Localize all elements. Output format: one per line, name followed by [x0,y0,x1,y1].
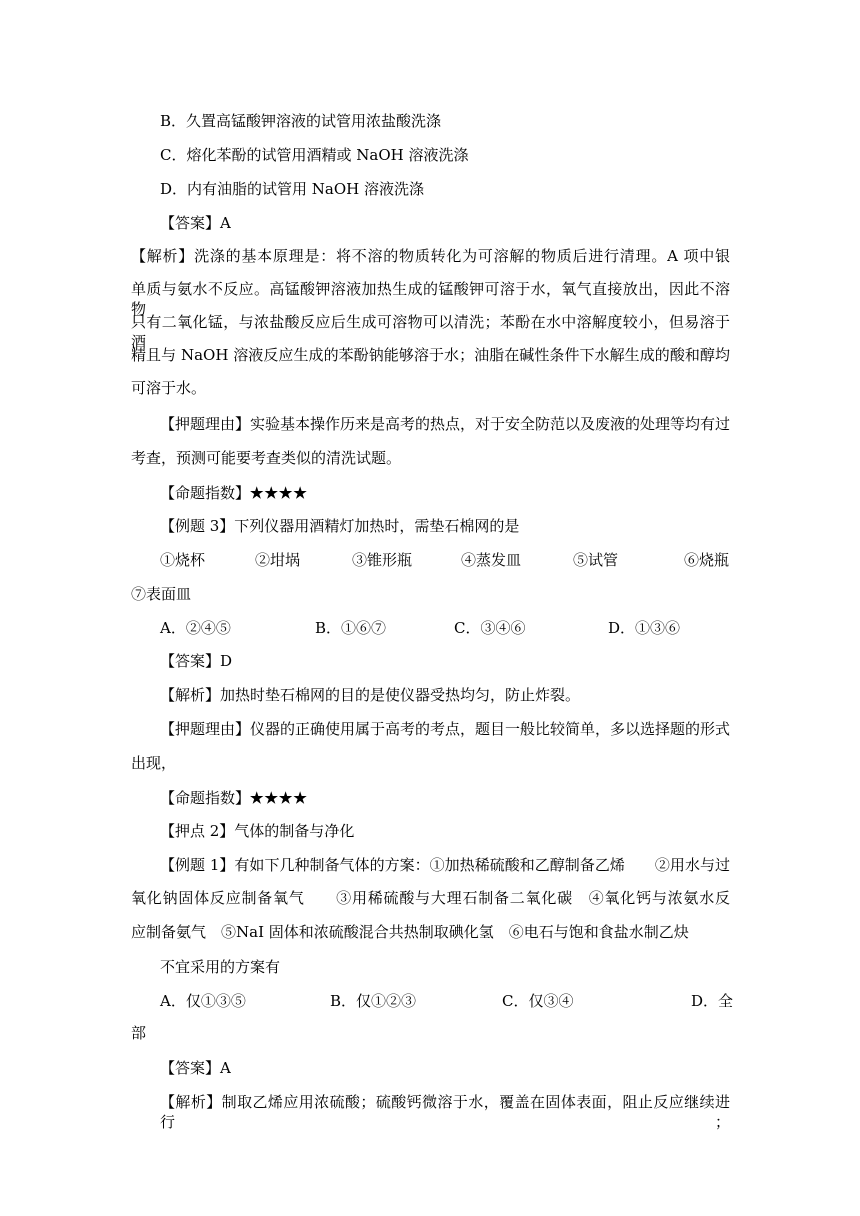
reason-2-line-1: 【押题理由】仪器的正确使用属于高考的考点，题目一般比较简单，多以选择题的形式 [160,720,731,738]
explanation-3: 【解析】制取乙烯应用浓硫酸；硫酸钙微溶于水，覆盖在固体表面，阻止反应继续进行； [160,1093,730,1131]
choice-b: B．①⑥⑦ [315,619,387,637]
reason-2-line-2: 出现， [131,754,177,772]
section-heading-point-2: 【押点 2】气体的制备与净化 [160,822,355,840]
example-1-line-1: 【例题 1】有如下几种制备气体的方案：①加热稀硫酸和乙醇制备乙烯 ②用水与过 [160,856,730,874]
explanation-1-line-3: 只有二氧化锰，与浓盐酸反应后生成可溶物可以清洗；苯酚在水中溶解度较小，但易溶于酒 [131,313,730,351]
instrument-item: ⑥烧瓶 [684,551,730,569]
example-1-line-3: 应制备氨气 ⑤NaI 固体和浓硫酸混合共热制取碘化氢 ⑥电石与饱和食盐水制乙炔 [131,923,689,941]
instrument-item: ⑦表面皿 [131,585,192,603]
choice-b: B．仅①②③ [330,992,417,1010]
explanation-1-line-4: 精且与 NaOH 溶液反应生成的苯酚钠能够溶于水；油脂在碱性条件下水解生成的酸和醇均 [131,346,730,364]
example-1-line-2: 氧化钠固体反应制备氧气 ③用稀硫酸与大理石制备二氧化碳 ④氧化钙与浓氨水反 [131,889,730,907]
option-b: B．久置高锰酸钾溶液的试管用浓盐酸洗涤 [160,112,442,130]
rating-label: 【命题指数】 [160,484,251,502]
example-1-line-4: 不宜采用的方案有 [160,958,281,976]
instrument-item: ①烧杯 [160,551,206,569]
instrument-item: ④蒸发皿 [461,551,522,569]
explanation-1-line-1: 【解析】洗涤的基本原理是：将不溶的物质转化为可溶解的物质后进行清理。A 项中银 [131,247,730,265]
example-3-question: 【例题 3】下列仪器用酒精灯加热时，需垫石棉网的是 [160,517,520,535]
choice-d-continued: 部 [131,1024,147,1042]
rating-label: 【命题指数】 [160,789,251,807]
choice-a: A．②④⑤ [160,619,231,637]
option-c: C．熔化苯酚的试管用酒精或 NaOH 溶液洗涤 [160,146,469,164]
answer-1: 【答案】A [160,214,231,232]
instrument-item: ⑤试管 [573,551,619,569]
choice-c: C．③④⑥ [454,619,526,637]
rating-stars: ★★★★ [250,789,308,807]
answer-2: 【答案】D [160,652,233,670]
explanation-1-line-2: 单质与氨水不反应。高锰酸钾溶液加热生成的锰酸钾可溶于水，氧气直接放出，因此不溶物 [131,280,730,318]
rating-1 [160,483,308,503]
choice-a: A．仅①③⑤ [160,992,246,1010]
rating-2 [160,788,308,808]
reason-1-line-1: 【押题理由】实验基本操作历来是高考的热点，对于安全防范以及废液的处理等均有过 [160,415,731,433]
reason-1-line-2: 考查，预测可能要考查类似的清洗试题。 [131,449,402,467]
rating-stars: ★★★★ [250,484,308,502]
answer-3: 【答案】A [160,1059,231,1077]
explanation-1-line-5: 可溶于水。 [131,379,207,397]
explanation-2: 【解析】加热时垫石棉网的目的是使仪器受热均匀，防止炸裂。 [160,686,581,704]
choice-c: C．仅③④ [502,992,574,1010]
choice-d: D．①③⑥ [608,619,681,637]
option-d: D．内有油脂的试管用 NaOH 溶液洗涤 [160,180,425,198]
instrument-item: ③锥形瓶 [352,551,413,569]
choice-d: D．全 [691,992,734,1010]
instrument-item: ②坩埚 [255,551,301,569]
